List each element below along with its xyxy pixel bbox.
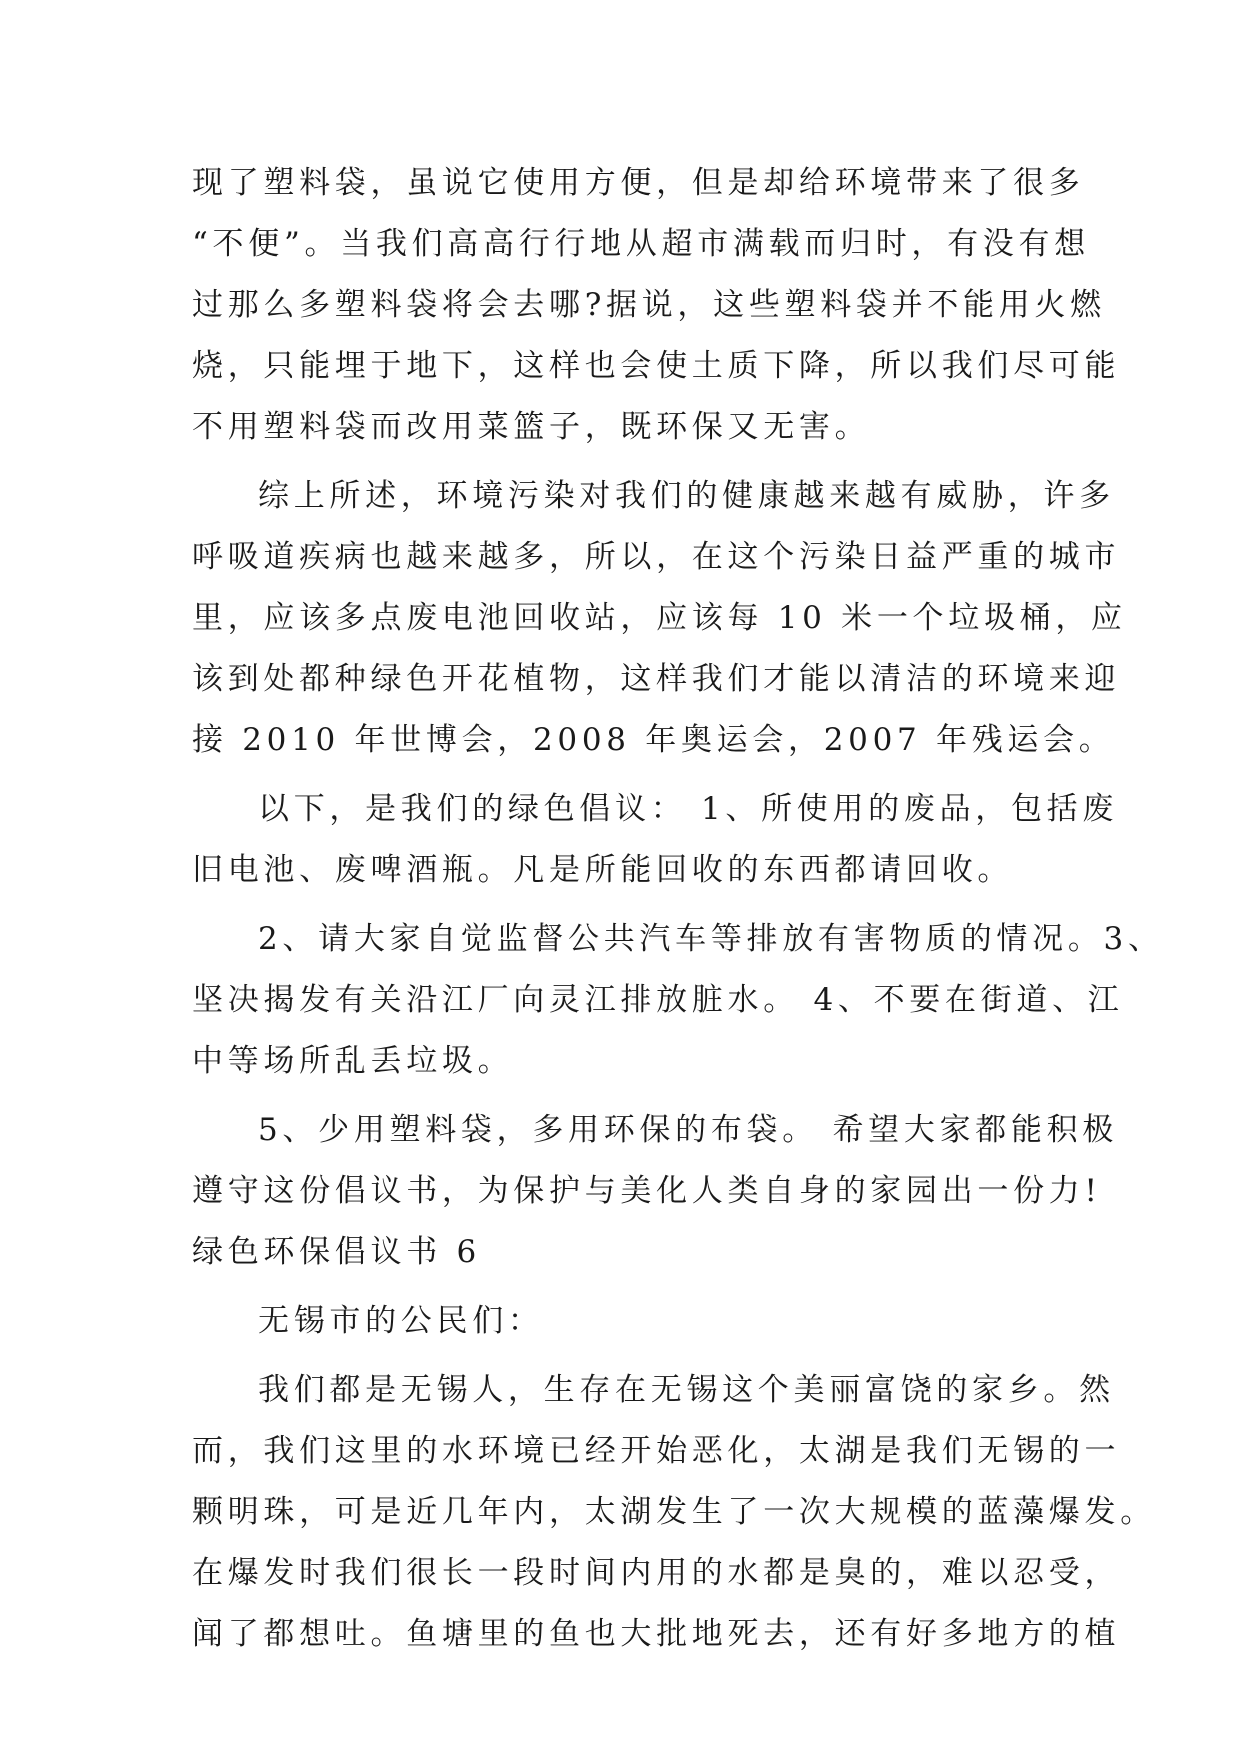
text-line: 中等场所乱丢垃圾。 [192,1043,514,1079]
text-line: 闻了都想吐。鱼塘里的鱼也大批地死去，还有好多地方的植 [192,1616,1121,1652]
text-line: 现了塑料袋，虽说它使用方便，但是却给环境带来了很多 [192,165,1085,201]
text-line: 以下，是我们的绿色倡议： 1、所使用的废品，包括废 [258,791,1119,827]
text-line: 5、少用塑料袋，多用环保的布袋。 希望大家都能积极 [258,1112,1119,1148]
text-line: “不便”。当我们高高行行地从超市满载而归时，有没有想 [192,226,1090,262]
text-line: 旧电池、废啤酒瓶。凡是所能回收的东西都请回收。 [192,852,1014,888]
text-line: 过那么多塑料袋将会去哪?据说，这些塑料袋并不能用火燃 [192,287,1106,323]
text-line: 在爆发时我们很长一段时间内用的水都是臭的，难以忍受， [192,1555,1121,1591]
text-line: 颗明珠，可是近几年内，太湖发生了一次大规模的蓝藻爆发。 [192,1494,1156,1530]
text-line: 2、请大家自觉监督公共汽车等排放有害物质的情况。3、 [258,921,1164,957]
section-heading: 绿色环保倡议书 6 [192,1234,481,1270]
text-line: 综上所述，环境污染对我们的健康越来越有威胁，许多 [258,478,1115,514]
text-line: 接 2010 年世博会，2008 年奥运会，2007 年残运会。 [192,722,1115,758]
text-line: 我们都是无锡人，生存在无锡这个美丽富饶的家乡。然 [258,1372,1115,1408]
text-line: 不用塑料袋而改用菜篮子，既环保又无害。 [192,409,871,445]
salutation: 无锡市的公民们： [258,1303,544,1339]
text-line: 而，我们这里的水环境已经开始恶化，太湖是我们无锡的一 [192,1433,1121,1469]
text-line: 里，应该多点废电池回收站，应该每 10 米一个垃圾桶，应 [192,600,1127,636]
text-line: 呼吸道疾病也越来越多，所以，在这个污染日益严重的城市 [192,539,1121,575]
text-line: 烧，只能埋于地下，这样也会使土质下降，所以我们尽可能 [192,348,1121,384]
text-line: 遵守这份倡议书，为保护与美化人类自身的家园出一份力! [192,1173,1102,1209]
text-line: 该到处都种绿色开花植物，这样我们才能以清洁的环境来迎 [192,661,1121,697]
text-line: 坚决揭发有关沿江厂向灵江排放脏水。 4、不要在街道、江 [192,982,1124,1018]
document-page [192,153,1164,1665]
